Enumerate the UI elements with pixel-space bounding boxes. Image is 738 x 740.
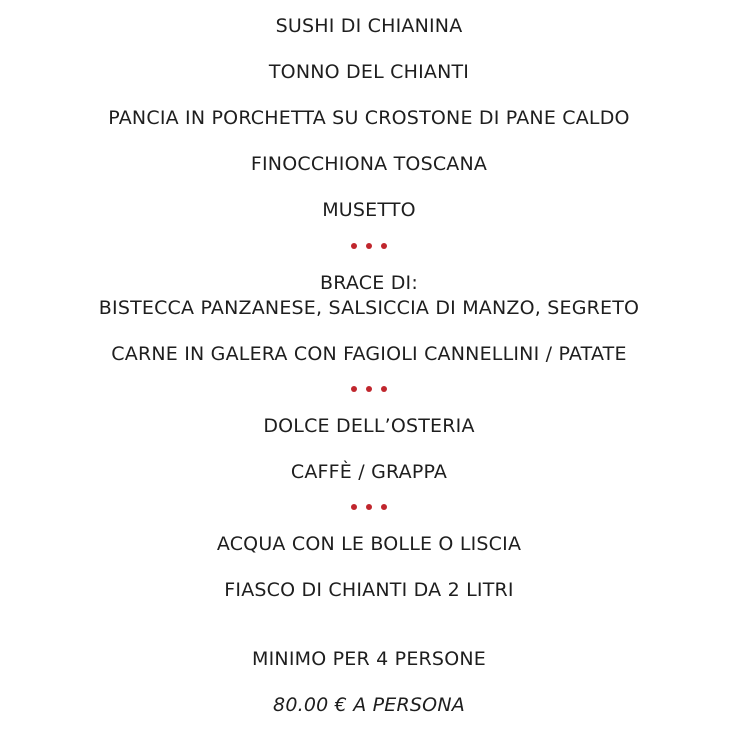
- section-separator: [0, 502, 738, 512]
- menu-item-carne-in-galera: CARNE IN GALERA CON FAGIOLI CANNELLINI / PATATE: [111, 343, 627, 365]
- separator-dot: [381, 504, 387, 510]
- price-per-person: 80.00 € A PERSONA: [273, 694, 465, 716]
- menu-item-finocchiona-toscana: FINOCCHIONA TOSCANA: [250, 153, 488, 175]
- separator-dot: [366, 243, 372, 249]
- separator-dot: [366, 504, 372, 510]
- menu-item-fiasco-chianti: FIASCO DI CHIANTI DA 2 LITRI: [224, 579, 514, 601]
- menu-item-brace-cuts: BISTECCA PANZANESE, SALSICCIA DI MANZO, SEGRETO: [98, 297, 640, 319]
- section-separator: [0, 384, 738, 394]
- menu-heading-brace: BRACE DI:: [320, 272, 418, 294]
- separator-dot: [381, 243, 387, 249]
- separator-dot: [366, 386, 372, 392]
- section-separator: [0, 241, 738, 251]
- menu-item-musetto: MUSETTO: [322, 199, 416, 221]
- menu-item-acqua: ACQUA CON LE BOLLE O LISCIA: [216, 533, 522, 555]
- menu-item-caffe-grappa: CAFFÈ / GRAPPA: [290, 461, 448, 483]
- separator-dot: [381, 386, 387, 392]
- separator-dot: [351, 243, 357, 249]
- separator-dot: [351, 504, 357, 510]
- minimum-persons-note: MINIMO PER 4 PERSONE: [252, 648, 486, 670]
- menu-item-pancia-in-porchetta: PANCIA IN PORCHETTA SU CROSTONE DI PANE CALDO: [108, 107, 630, 129]
- menu-item-sushi-di-chianina: SUSHI DI CHIANINA: [275, 15, 463, 37]
- menu-item-tonno-del-chianti: TONNO DEL CHIANTI: [268, 61, 470, 83]
- menu-item-dolce: DOLCE DELL’OSTERIA: [263, 415, 475, 437]
- separator-dot: [351, 386, 357, 392]
